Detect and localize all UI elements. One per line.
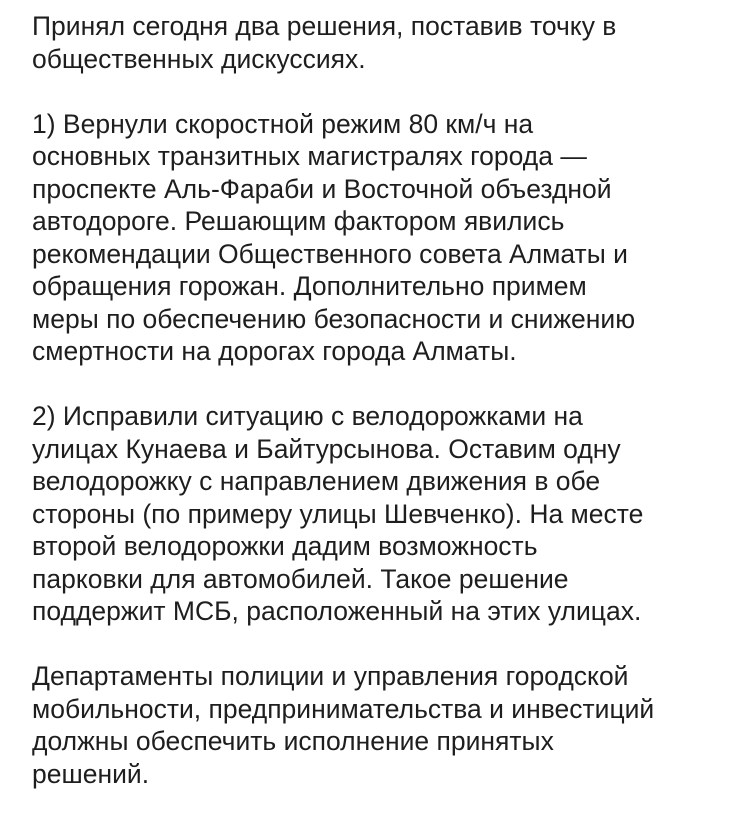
paragraph-bike-lanes: [32, 400, 732, 628]
text-line: решений.: [32, 758, 150, 789]
text-line: общественных дискуссиях.: [32, 43, 366, 74]
text-line: 1) Вернули скоростной режим 80 км/ч на: [32, 108, 534, 139]
text-line: обращения горожан. Дополнительно примем: [32, 271, 587, 301]
text-line: поддержит МСБ, расположенный на этих улицах.: [32, 596, 642, 626]
text-line: мобильности, предпринимательства и инвестиций: [32, 693, 655, 724]
text-line: Департаменты полиции и управления городской: [32, 661, 629, 691]
text-line: меры по обеспечению безопасности и снижению: [32, 303, 636, 334]
text-line: велодорожку с направлением движения в обе: [32, 466, 601, 496]
text-line: проспекте Аль-Фараби и Восточной объездной: [32, 173, 612, 204]
post-body: [32, 10, 732, 790]
text-line: автодороге. Решающим фактором явились: [32, 206, 565, 236]
text-line: Принял сегодня два решения, поставив точку в: [32, 11, 617, 41]
text-line: должны обеспечить исполнение принятых: [32, 726, 554, 756]
text-line: стороны (по примеру улицы Шевченко). На месте: [32, 498, 644, 529]
text-line: 2) Исправили ситуацию с велодорожками на: [32, 401, 583, 431]
paragraph-speed-limit: [32, 108, 732, 368]
text-line: основных транзитных магистралях города —: [32, 141, 587, 171]
text-line: парковки для автомобилей. Такое решение: [32, 563, 569, 594]
paragraph-intro: [32, 10, 732, 75]
text-line: улицах Кунаева и Байтурсынова. Оставим одну: [32, 433, 621, 464]
text-line: второй велодорожки дадим возможность: [32, 531, 538, 561]
text-line: смертности на дорогах города Алматы.: [32, 336, 517, 366]
paragraph-departments: [32, 660, 732, 790]
text-line: рекомендации Общественного совета Алматы и: [32, 238, 628, 269]
